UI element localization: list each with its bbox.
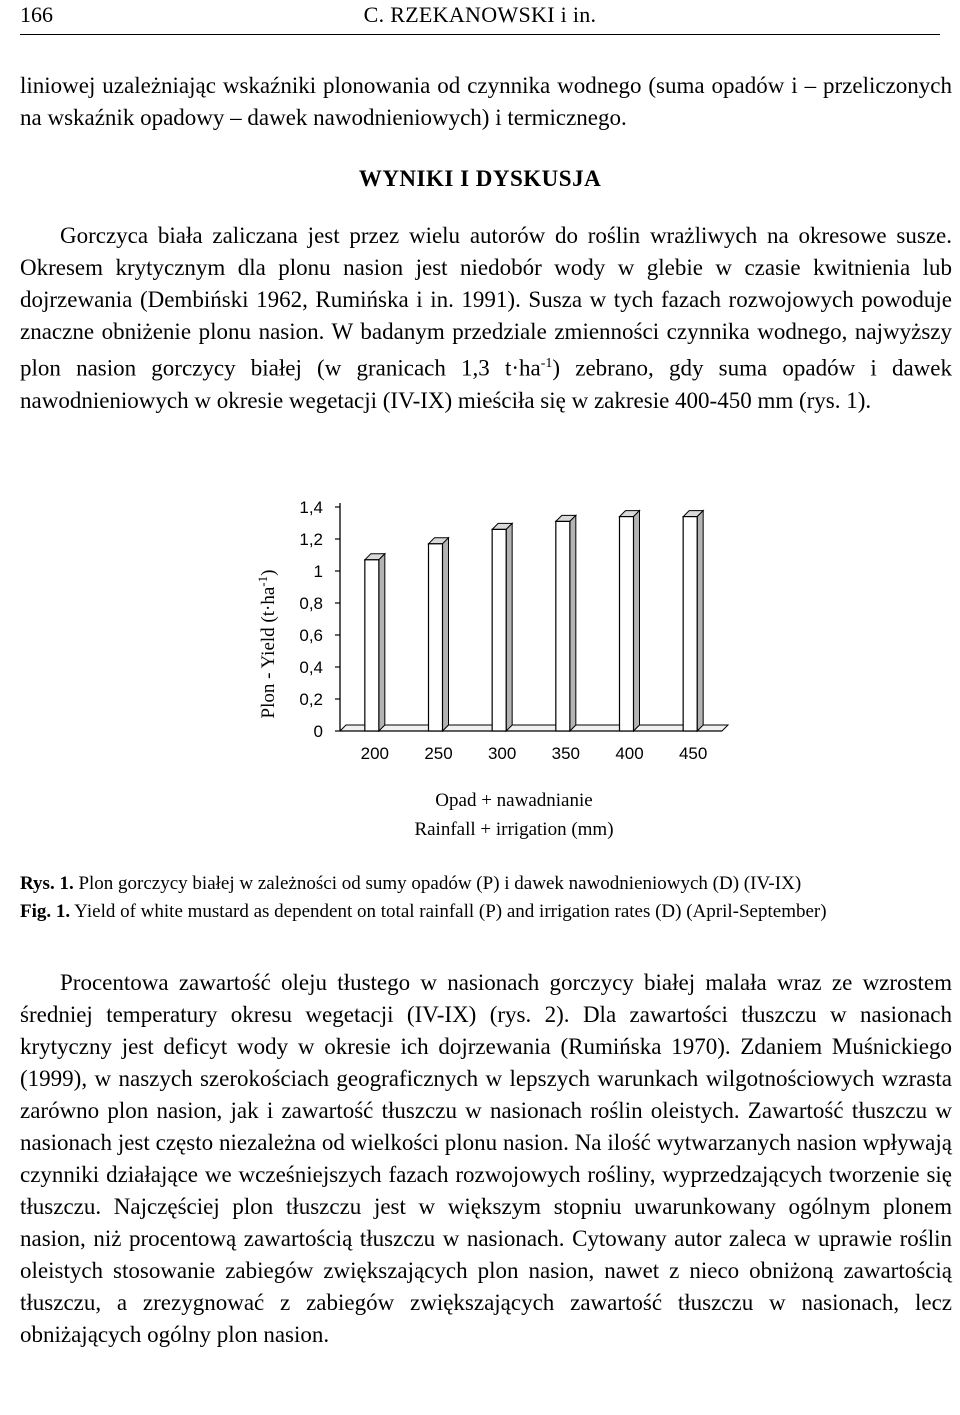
y-tick-label: 1 (313, 562, 323, 581)
paragraph-results (20, 220, 952, 417)
header-rule (20, 34, 940, 35)
yield-bar-chart (240, 492, 730, 842)
y-tick-label: 1,4 (299, 498, 323, 517)
bar-side (506, 523, 512, 731)
bar (365, 560, 379, 731)
results-text-before: Gorczyca biała zaliczana jest przez wielu autorów do roślin wrażliwych na okresowe susze. Okresem krytycznym dla plonu nasion jest niedobór wody w glebie w czasie kwitnienia lub dojrzewania (Dembiński 1962, Rumińska i in. 1991). Susza w tych fazach rozwojowych powoduje znaczne obniżenie plonu nasion. W badanym przedziale zmienności czynnika wodnego, najwyższy plon nasion gorczycy białej (w granicach 1,3 t·ha (20, 223, 952, 381)
y-tick-label: 0,2 (299, 690, 323, 709)
running-header (20, 0, 940, 34)
y-tick-label: 0 (313, 722, 323, 741)
unit-exponent: -1 (540, 356, 553, 371)
caption-text-en: Yield of white mustard as dependent on total rainfall (P) and irrigation rates (D) (April-September) (70, 901, 827, 922)
y-axis-title (255, 570, 279, 719)
bar-side (634, 511, 640, 731)
figure-1 (240, 492, 730, 842)
x-tick-label: 300 (487, 744, 517, 763)
results-text-after: ) zebrano, gdy suma opadów i dawek nawodnieniowych w okresie wegetacji (IV-IX) mieściła się w zakresie 400-450 mm (rys. 1). (20, 355, 952, 413)
caption-label-en: Fig. 1. (20, 901, 71, 922)
bar (556, 521, 570, 731)
bar (620, 517, 634, 731)
plot-area (299, 498, 728, 763)
bar (683, 517, 697, 731)
bar-side (443, 538, 449, 731)
chart-floor (340, 725, 728, 731)
y-tick-label: 0,4 (299, 658, 323, 677)
caption-label-pl: Rys. 1. (20, 873, 74, 894)
x-axis-title-line2: Rainfall + irrigation (mm) (414, 819, 614, 840)
x-axis-title-line1: Opad + nawadnianie (435, 790, 593, 811)
bar (429, 544, 443, 731)
bar-side (570, 515, 576, 731)
y-axis-title-group (255, 570, 279, 719)
x-tick-label: 450 (678, 744, 708, 763)
caption-text-pl: Plon gorczycy białej w zależności od sumy opadów (P) i dawek nawodnieniowych (D) (IV-IX) (73, 873, 802, 894)
x-tick-label: 250 (424, 744, 453, 763)
y-tick-label: 0,6 (299, 626, 323, 645)
figure-caption-pl (20, 870, 945, 898)
y-axis-title-text: Plon - Yield (t·ha (258, 586, 279, 719)
bar-side (697, 511, 703, 731)
paragraph-fat: Procentowa zawartość oleju tłustego w nasionach gorczycy białej malała wraz ze wzrostem średniej temperatury okresu wegetacji (IV-IX) (rys. 2). Dla zawartości tłuszczu w nasionach krytyczny jest deficyt wody w okresie ich dojrzewania (Rumińska 1970). Zdaniem Muśnickiego (1999), w naszych szerokościach geograficznych w lepszych warunkach wilgotnościowych wzrasta zarówno plon nasion, jak i zawartość tłuszczu w nasionach roślin oleistych. Zawartość tłuszczu w nasionach jest często niezależna od wielkości plonu nasion. Na ilość wytwarzanych nasion wpływają czynniki działające we wcześniejszych fazach rozwojowych rośliny, wyprzedzających tworzenie się tłuszczu. Najczęściej plon tłuszczu jest w większym stopniu uwarunkowany ogólnym plonem nasion, niż procentową zawartością tłuszczu w nasionach. Cytowany autor zaleca w uprawie roślin oleistych stosowanie zabiegów zwiększających plon nasion, nawet z nieco obniżoną zawartością tłuszczu, a zrezygnować z zabiegów zwiększających zawartość tłuszczu w nasionach, lecz obniżających ogólny plon nasion. (20, 970, 952, 1347)
page-number: 166 (20, 2, 53, 27)
y-tick-label: 1,2 (299, 530, 323, 549)
section-heading: WYNIKI I DYSKUSJA (358, 166, 602, 191)
x-tick-label: 400 (615, 744, 644, 763)
y-tick-label: 0,8 (299, 594, 323, 613)
bar-side (379, 554, 385, 731)
figure-caption-en (20, 898, 945, 926)
y-axis-title-close: ) (258, 569, 279, 576)
x-tick-label: 350 (551, 744, 581, 763)
paragraph-intro: liniowej uzależniając wskaźniki plonowania od czynnika wodnego (suma opadów i – przeliczonych na wskaźnik opadowy – dawek nawodnieniowych) i termicznego. (20, 73, 952, 130)
y-axis-title-exponent: -1 (255, 575, 270, 587)
bar (492, 529, 506, 731)
x-tick-label: 200 (360, 744, 390, 763)
running-header-authors: C. RZEKANOWSKI i in. (363, 2, 597, 27)
